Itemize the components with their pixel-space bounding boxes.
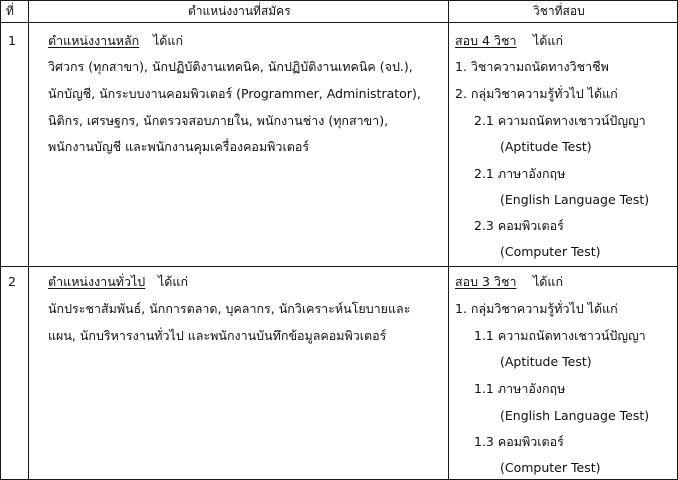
exam-line: (Aptitude Test) xyxy=(500,139,592,154)
header-subjects: วิชาที่สอบ xyxy=(533,4,585,18)
row-divider xyxy=(0,266,678,267)
exam-line: (Aptitude Test) xyxy=(500,354,592,369)
position-group-title: ตำแหน่งงานหลัก xyxy=(48,33,140,48)
position-line: แผน, นักบริหารงานทั่วไป และพนักงานบันทึกข้อมูลคอมพิวเตอร์ xyxy=(48,328,387,343)
row-number: 2 xyxy=(8,274,16,289)
position-line: นักบัญชี, นักระบบงานคอมพิวเตอร์ (Programmer, Administrator), xyxy=(48,86,421,101)
position-line: พนักงานบัญชี และพนักงานคุมเครื่องคอมพิวเตอร์ xyxy=(48,139,310,154)
exam-count-suffix: ได้แก่ xyxy=(533,33,564,48)
position-line: วิศวกร (ทุกสาขา), นักปฏิบัติงานเทคนิค, นักปฏิบัติงานเทคนิค (จป.), xyxy=(48,59,413,74)
header-positions: ตำแหน่งงานที่สมัคร xyxy=(188,4,291,18)
exam-count-title: สอบ 4 วิชา xyxy=(455,33,517,48)
exam-line: 2.1 ภาษาอังกฤษ xyxy=(474,166,566,181)
position-group-suffix: ได้แก่ xyxy=(158,274,189,289)
column-divider-subjects xyxy=(448,0,449,480)
position-line: นิติกร, เศรษฐกร, นักตรวจสอบภายใน, พนักงานช่าง (ทุกสาขา), xyxy=(48,113,389,128)
table-top-border xyxy=(0,0,678,1)
exam-line: (English Language Test) xyxy=(500,408,650,423)
exam-line: 2. กลุ่มวิชาความรู้ทั่วไป ได้แก่ xyxy=(455,86,618,101)
exam-line: 2.1 ความถนัดทางเชาวน์ปัญญา xyxy=(474,113,646,128)
exam-line: 1.1 ภาษาอังกฤษ xyxy=(474,381,566,396)
column-divider-no xyxy=(28,0,29,480)
exam-line: 1. กลุ่มวิชาความรู้ทั่วไป ได้แก่ xyxy=(455,301,618,316)
exam-line: 1. วิชาความถนัดทางวิชาชีพ xyxy=(455,59,609,74)
exam-line: 2.3 คอมพิวเตอร์ xyxy=(474,218,564,233)
header-no: ที่ xyxy=(6,4,14,18)
table-left-border xyxy=(0,0,1,480)
exam-line: 1.1 ความถนัดทางเชาวน์ปัญญา xyxy=(474,328,646,343)
exam-line: (Computer Test) xyxy=(500,460,601,475)
position-group-suffix: ได้แก่ xyxy=(153,33,184,48)
exam-count-suffix: ได้แก่ xyxy=(533,274,564,289)
exam-line: (English Language Test) xyxy=(500,192,650,207)
exam-line: 1.3 คอมพิวเตอร์ xyxy=(474,434,564,449)
row-number: 1 xyxy=(8,33,16,48)
exam-line: (Computer Test) xyxy=(500,244,601,259)
position-line: นักประชาสัมพันธ์, นักการตลาด, บุคลากร, นักวิเคราะห์นโยบายและ xyxy=(48,301,411,316)
header-bottom-border xyxy=(0,22,678,23)
exam-count-title: สอบ 3 วิชา xyxy=(455,274,517,289)
position-group-title: ตำแหน่งงานทั่วไป xyxy=(48,274,146,289)
